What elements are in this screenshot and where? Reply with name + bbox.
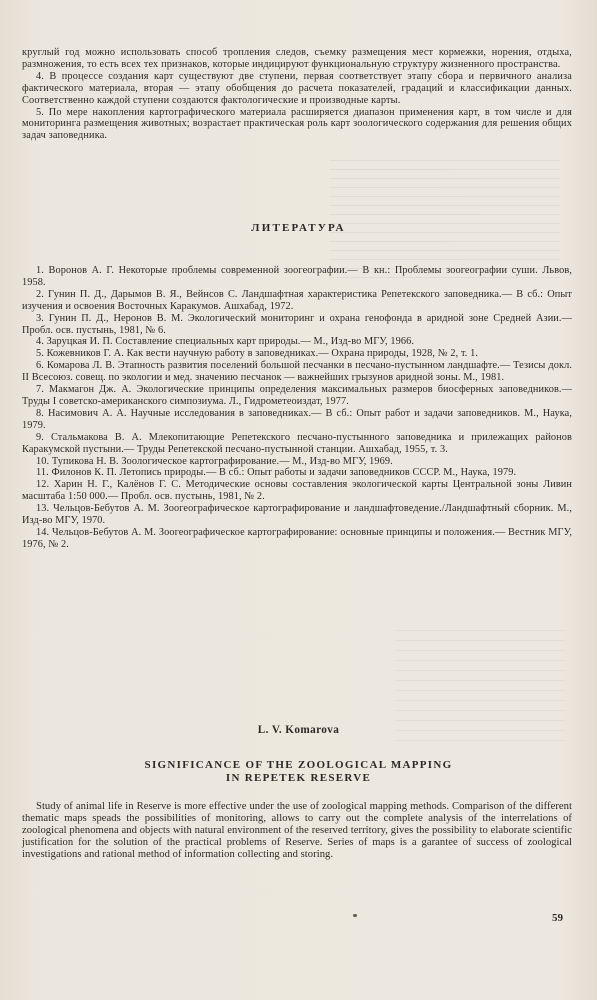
intro-paragraph-3: 5. По мере накопления картографического материала расширяется диапазон применения карт, в том числе и для мониторинга размещения животных; возрастает практическая роль карт зоологического содержания для решения общих задач заповедника. — [22, 106, 572, 142]
english-title-line-1: SIGNIFICANCE OF THE ZOOLOGICAL MAPPING — [144, 759, 453, 771]
intro-text — [22, 47, 572, 142]
reference-item-14: 14. Чельцов-Бебутов А. М. Зоогеографическое картографирование: основные принципы и положения.— Вестник МГУ, 1976, № 2. — [22, 526, 572, 550]
reference-item-4: 4. Заруцкая И. П. Составление специальных карт природы.— М., Изд-во МГУ, 1966. — [36, 336, 415, 348]
reference-item-10: 10. Тупикова Н. В. Зоологическое картографирование.— М., Изд-во МГУ, 1969. — [36, 455, 393, 467]
page-number: 59 — [552, 912, 563, 924]
abstract-paragraph: Study of animal life in Reserve is more effective under the use of zoological mapping methods. Comparison of the different thematic maps speads the possibilities of monitoring, allows to carry out the complete analysis of the interrelations of zoological phenomena and objects with natural environment of the reserved territory, gives the possibility to elaborate scientific justification for the solution of the practical problems of Reserve. Series of maps is a garantee of success of zoological investigations and rational method of information collecting and storing. — [22, 801, 572, 860]
show-through-texture — [330, 160, 560, 280]
reference-item-9: 9. Стальмакова В. А. Млекопитающие Репетекского песчано-пустынного заповедника и прилежащих районов Каракумской пустыни.— Труды Репетекской песчано-пустынной станции. Ашхабад, 1955, т. 3. — [22, 431, 572, 455]
reference-list — [22, 265, 572, 551]
english-abstract — [22, 801, 572, 861]
author-name: L. V. Komarova — [257, 724, 340, 736]
english-title-line-2: IN REPETEK RESERVE — [225, 772, 372, 784]
intro-paragraph-2: 4. В процессе создания карт существуют две ступени, первая соответствует этапу сбора и первичного анализа фактического материала, вторая — этапу обобщения до расчета показателей, градаций и классификации данных. Соответственно каждой ступени создаются фактологические и производные карты. — [22, 70, 572, 106]
reference-item-7: 7. Макмагон Дж. А. Экологические принципы определения максимальных размеров биосферных заповедников.— Труды I советско-американского симпозиума. Л., Гидрометеоиздат, 1977. — [22, 384, 572, 407]
reference-item-3: 3. Гунин П. Д., Неронов В. М. Экологический мониторинг и охрана генофонда в аридной зоне Средней Азии.— Пробл. осв. пустынь, 1981, № 6. — [22, 312, 572, 336]
literature-heading: ЛИТЕРАТУРА — [251, 222, 346, 234]
reference-item-6: 6. Комарова Л. В. Этапность развития поселений большой песчанки в песчано-пустынном ландшафте.— Тезисы докл. II Всесоюз. совещ. по экологии и мед. значению песчанок — важнейших грызунов аридной зоны. М., 1981. — [22, 360, 572, 384]
intro-paragraph-1: круглый год можно использовать способ тропления следов, съемку размещения мест кормежки, норения, отдыха, размножения, то есть всех тех признаков, которые индицируют функциональную структуру жизненного пространства. — [22, 47, 572, 70]
reference-item-13: 13. Чельцов-Бебутов А. М. Зоогеографическое картографирование и ландшафтоведение./Ландшафтный сборник. М., Изд-во МГУ, 1970. — [22, 503, 572, 527]
reference-item-1: 1. Воронов А. Г. Некоторые проблемы современной зоогеографии.— В кн.: Проблемы зоогеографии суши. Львов, 1958. — [22, 265, 572, 288]
reference-item-2: 2. Гунин П. Д., Дарымов В. Я., Вейнсов С. Ландшафтная характеристика Репетекского заповедника.— В сб.: Опыт изучения и освоения Восточных Каракумов. Ашхабад, 1972. — [22, 288, 572, 312]
ink-speck — [353, 914, 357, 917]
reference-item-8: 8. Насимович А. А. Научные исследования в заповедниках.— В сб.: Опыт работ и задачи заповедников. М., Наука, 1979. — [22, 407, 572, 431]
english-article-title — [0, 759, 597, 785]
reference-item-5: 5. Кожевников Г. А. Как вести научную работу в заповедниках.— Охрана природы, 1928, № 2, т. 1. — [36, 348, 479, 360]
reference-item-11: 11. Филонов К. П. Летопись природы.— В сб.: Опыт работы и задачи заповедников СССР. М., Наука, 1979. — [36, 467, 517, 479]
reference-item-12: 12. Харин Н. Г., Калёнов Г. С. Методические основы составления экологической карты Центральной зоны Ливин масштаба 1:50 000.— Пробл. осв. пустынь, 1981, № 2. — [22, 479, 572, 503]
